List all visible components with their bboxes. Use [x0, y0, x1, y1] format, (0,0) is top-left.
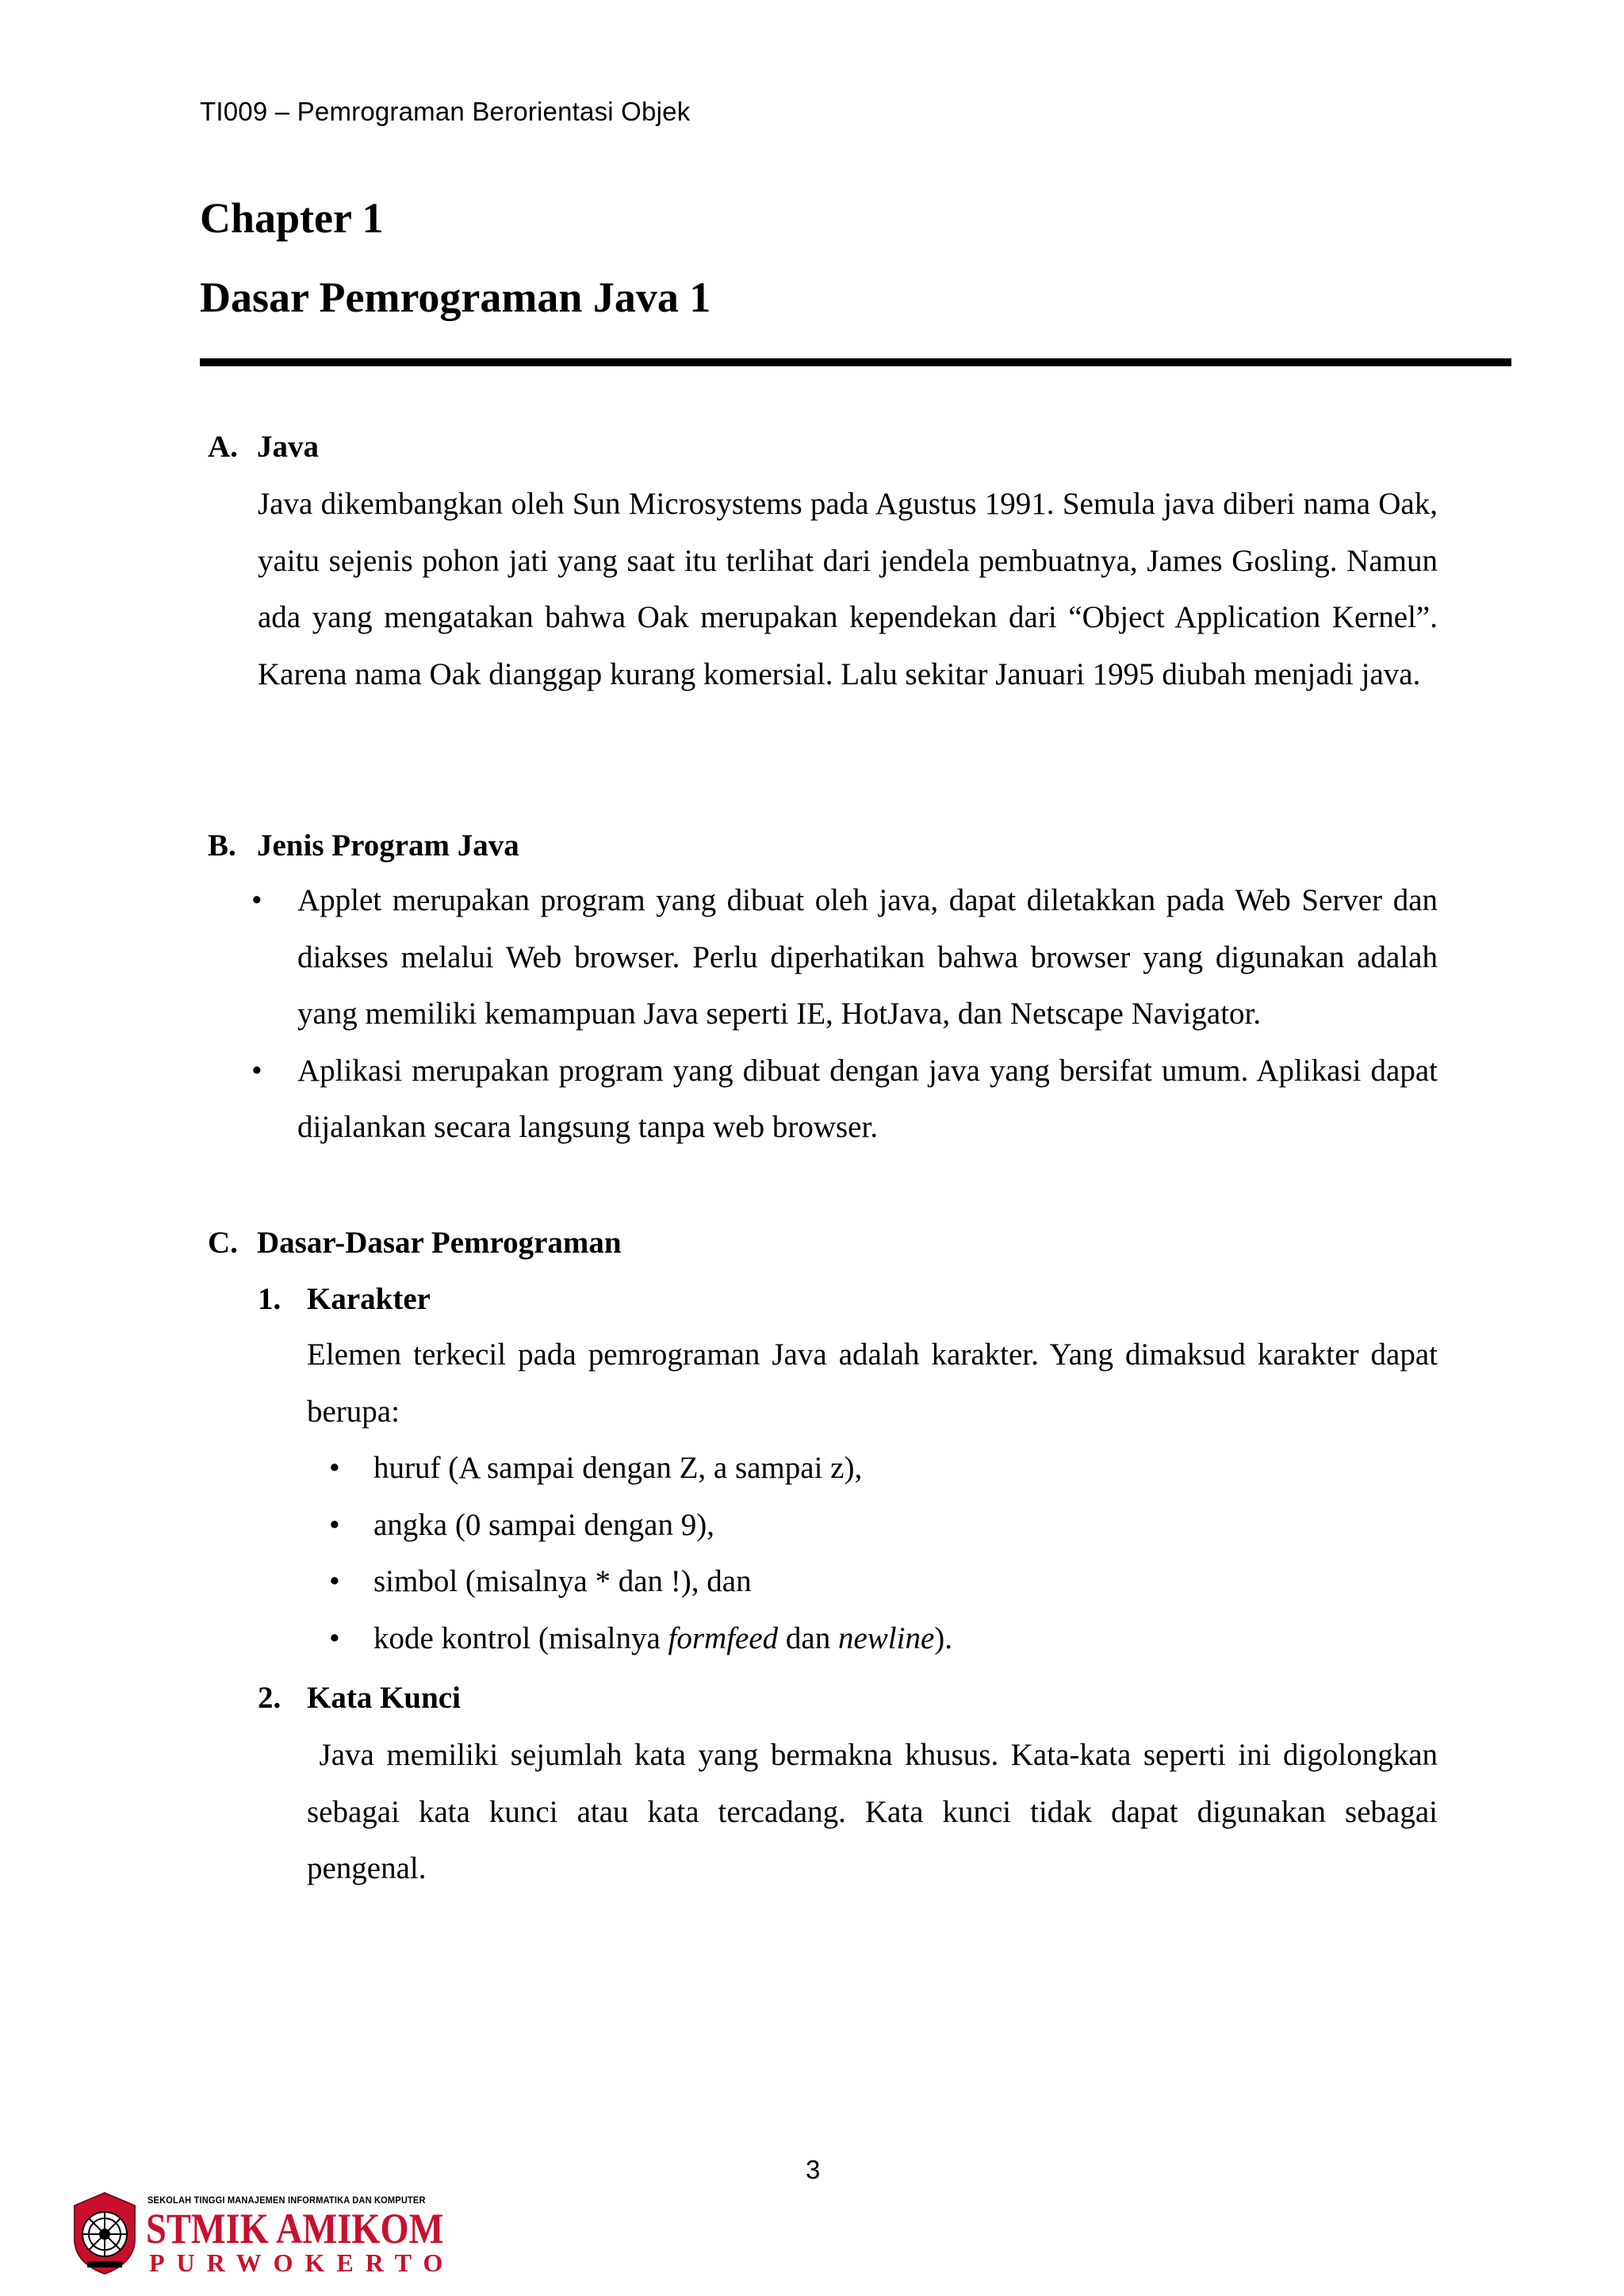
list-item-text: huruf (A sampai dengan Z, a sampai z),: [373, 1451, 863, 1485]
bullet-icon: •: [329, 1564, 340, 1598]
term-formfeed: formfeed: [668, 1621, 779, 1655]
subsection-1-paragraph: Elemen terkecil pada pemrograman Java adalah karakter. Yang dimaksud karakter dapat berupa:: [307, 1337, 1438, 1429]
section-a-mark: A.: [208, 430, 238, 464]
bullet-icon: •: [329, 1451, 340, 1485]
bullet-icon: •: [329, 1621, 340, 1655]
chapter-title-heading: Dasar Pemrograman Java 1: [200, 274, 711, 321]
bullet-icon: •: [329, 1507, 340, 1542]
list-item-text: simbol (misalnya * dan !), dan: [373, 1564, 752, 1598]
section-c-mark: C.: [208, 1226, 238, 1260]
subsection-1-mark: 1.: [258, 1282, 282, 1316]
subsection-1-title: Karakter: [307, 1282, 431, 1316]
section-b-heading: [208, 830, 519, 861]
list-item-text: angka (0 sampai dengan 9),: [373, 1507, 714, 1542]
list-item-text-prefix: kode kontrol (misalnya: [373, 1621, 668, 1655]
chapter-number-heading: Chapter 1: [200, 194, 384, 242]
list-item: [251, 1043, 1438, 1156]
section-a-heading: [208, 431, 319, 462]
section-b-bullet-list: [251, 872, 1438, 1156]
subsection-2-paragraph: Java memiliki sejumlah kata yang bermakna khusus. Kata-kata seperti ini digolongkan sebagai kata kunci atau kata tercadang. Kata kunci tidak dapat digunakan sebagai pengenal.: [307, 1738, 1446, 1885]
section-a-paragraph: Java dikembangkan oleh Sun Microsystems pada Agustus 1991. Semula java diberi nama Oak, yaitu sejenis pohon jati yang saat itu terlihat dari jendela pembuatnya, James Gosling. Namun ada yang mengatakan bahwa Oak merupakan kependekan dari “Object Application Kernel”. Karena nama Oak dianggap kurang komersial. Lalu sekitar Januari 1995 diubah menjadi java.: [258, 487, 1438, 691]
list-item-text: Applet merupakan program yang dibuat oleh java, dapat diletakkan pada Web Server dan diakses melalui Web browser. Perlu diperhatikan bahwa browser yang digunakan adalah yang memiliki kemampuan Java seperti IE, HotJava, dan Netscape Navigator.: [297, 883, 1438, 1031]
section-c-title: Dasar-Dasar Pemrograman: [257, 1226, 622, 1260]
list-item: [329, 1497, 1438, 1554]
section-b-mark: B.: [208, 828, 236, 863]
section-b-title: Jenis Program Java: [257, 828, 519, 863]
bullet-icon: •: [251, 883, 262, 917]
subsection-2-mark: 2.: [258, 1681, 282, 1715]
chapter-divider: [200, 358, 1511, 366]
subsection-1-bullet-list: [329, 1440, 1438, 1667]
list-item: [329, 1440, 1438, 1497]
section-a-title: Java: [257, 430, 319, 464]
subsection-2-heading: [258, 1682, 461, 1713]
list-item-text: Aplikasi merupakan program yang dibuat dengan java yang bersifat umum. Aplikasi dapat dijalankan secara langsung tanpa web browser.: [297, 1053, 1438, 1144]
logo-city: PURWOKERTO: [149, 2248, 455, 2277]
page-number: 3: [806, 2155, 821, 2184]
list-item: [251, 872, 1438, 1043]
bullet-icon: •: [251, 1053, 262, 1088]
list-item: [329, 1610, 1438, 1667]
list-item-text-suffix: ).: [934, 1621, 953, 1655]
logo-name: STMIK AMIKOM: [146, 2205, 444, 2252]
section-c-heading: [208, 1227, 622, 1258]
logo-tagline: SEKOLAH TINGGI MANAJEMEN INFORMATIKA DAN KOMPUTER: [147, 2195, 426, 2206]
institution-logo: [70, 2190, 455, 2277]
seal-icon: [70, 2190, 140, 2277]
list-item-text-middle: dan: [778, 1621, 838, 1655]
term-newline: newline: [837, 1621, 935, 1655]
list-item: [329, 1553, 1438, 1610]
subsection-1-heading: [258, 1284, 431, 1314]
running-header: TI009 – Pemrograman Berorientasi Objek: [200, 97, 691, 126]
subsection-2-title: Kata Kunci: [307, 1681, 461, 1715]
